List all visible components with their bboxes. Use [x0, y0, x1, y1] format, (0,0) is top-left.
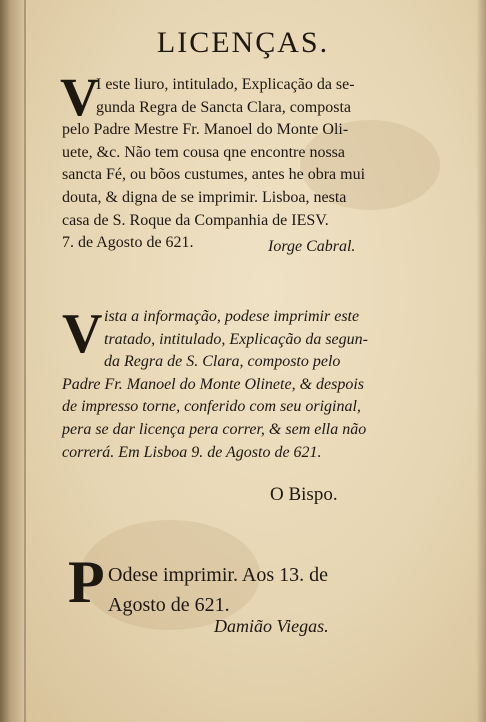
text-line: Padre Fr. Manoel do Monte Olinete, & despois	[62, 375, 365, 393]
text-line: douta, & digna de se imprimir. Lisboa, nesta	[62, 188, 347, 206]
text-line: tratado, intitulado, Explicação da segun-	[104, 330, 368, 348]
text-line: pera se dar licença pera correr, & sem ella não	[62, 420, 367, 438]
drop-cap-initial: V	[60, 67, 99, 127]
page-heading: LICENÇAS.	[156, 26, 330, 59]
text-line: correrá. Em Lisboa 9. de Agosto de 621.	[62, 443, 322, 461]
binding-fold	[24, 0, 26, 722]
text-line: sancta Fé, ou bõos custumes, antes he obra mui	[62, 166, 366, 184]
signature-damiao-viegas: Damião Viegas.	[214, 616, 329, 636]
page-gutter	[0, 0, 26, 722]
signature-jorge-cabral: Iorge Cabral.	[268, 238, 356, 255]
text-line: da Regra de S. Clara, composto pelo	[104, 353, 341, 371]
text-line: casa de S. Roque da Companhia de IESV.	[62, 211, 329, 229]
license-3-text	[108, 560, 428, 620]
text-line: pelo Padre Mestre Fr. Manoel do Monte Oli-	[62, 121, 349, 139]
text-line: gunda Regra de Sancta Clara, composta	[96, 98, 352, 116]
text-line: Odese imprimir. Aos 13. de	[108, 564, 328, 586]
page-edge-shadow	[476, 0, 486, 722]
text-line: ista a informação, podese imprimir este	[104, 308, 360, 325]
text-line: 7. de Agosto de 621.	[62, 234, 194, 252]
text-line: uete, &c. Não tem cousa qne encontre nossa	[62, 143, 346, 161]
signature-bispo: O Bispo.	[270, 484, 338, 505]
drop-cap-initial: P	[68, 549, 105, 615]
text-line: Agosto de 621.	[108, 594, 230, 616]
text-line: de impresso torne, conferido com seu original,	[62, 398, 361, 416]
license-2-text	[62, 303, 424, 464]
license-1-text	[62, 74, 424, 255]
drop-cap-initial: V	[62, 303, 103, 365]
text-line: I este liuro, intitulado, Explicação da se-	[96, 76, 355, 93]
